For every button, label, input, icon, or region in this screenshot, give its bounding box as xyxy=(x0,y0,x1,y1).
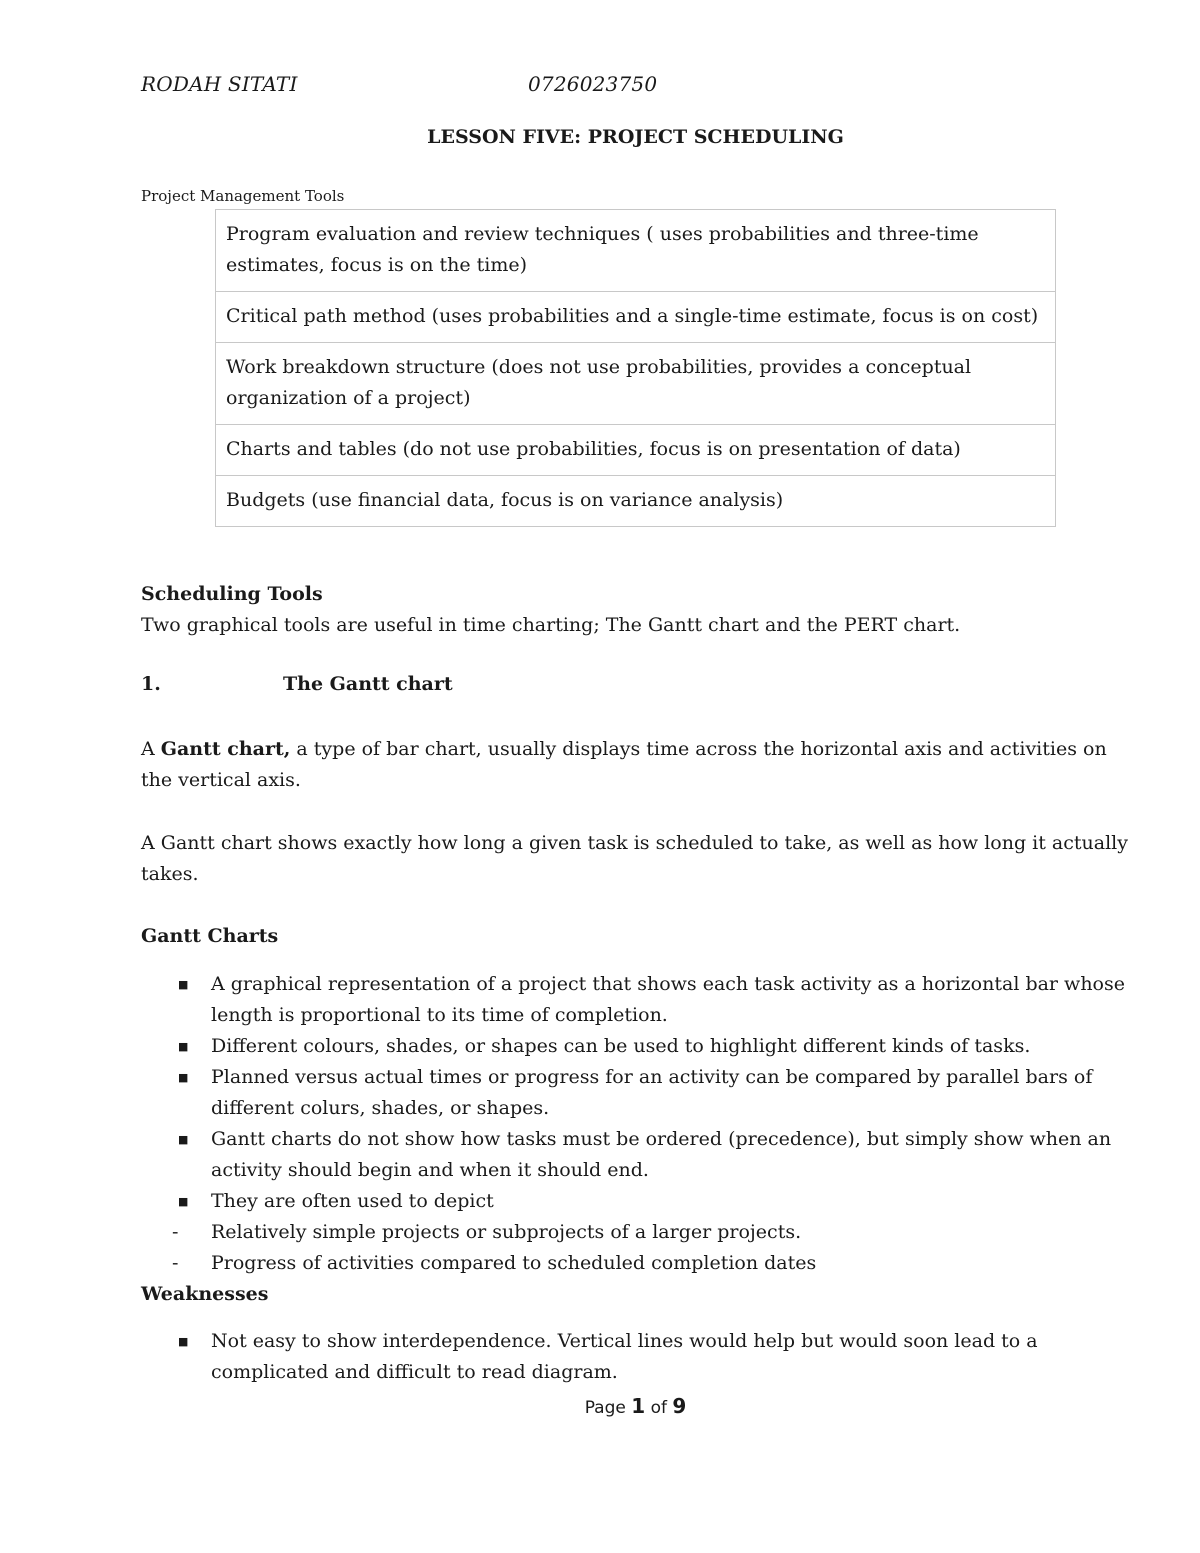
list-item-text: They are often used to depict xyxy=(211,1190,494,1212)
list-item-text: A graphical representation of a project that shows each task activity as a horizontal bar whose length is proportional to its time of completion. xyxy=(211,973,1125,1026)
total-pages: 9 xyxy=(672,1394,687,1418)
square-bullet-icon: ■ xyxy=(178,1133,189,1146)
list-item xyxy=(175,1124,1135,1186)
gantt-charts-list xyxy=(172,969,1135,1279)
gantt-paragraph-1-rest: a type of bar chart, usually displays time across the horizontal axis and activities on the vertical axis. xyxy=(141,738,1107,791)
gantt-paragraph-1-term: Gantt chart, xyxy=(160,738,291,760)
list-item-text: Progress of activities compared to scheduled completion dates xyxy=(211,1252,817,1274)
list-item xyxy=(172,1248,1135,1279)
tools-table-row: Critical path method (uses probabilities and a single-time estimate, focus is on cost) xyxy=(216,291,1055,342)
scheduling-heading: Scheduling Tools xyxy=(141,583,323,605)
tools-caption: Project Management Tools xyxy=(141,187,345,205)
tools-table-row: Budgets (use financial data, focus is on variance analysis) xyxy=(216,475,1055,526)
page-footer xyxy=(0,1394,1200,1418)
dash-icon: - xyxy=(172,1221,179,1243)
dash-icon: - xyxy=(172,1252,179,1274)
weaknesses-list xyxy=(175,1326,1135,1388)
square-bullet-icon: ■ xyxy=(178,1335,189,1348)
square-bullet-icon: ■ xyxy=(178,1040,189,1053)
tools-table-row: Charts and tables (do not use probabilities, focus is on presentation of data) xyxy=(216,424,1055,475)
square-bullet-icon: ■ xyxy=(178,1195,189,1208)
page-title: LESSON FIVE: PROJECT SCHEDULING xyxy=(427,126,844,148)
scheduling-text: Two graphical tools are useful in time charting; The Gantt chart and the PERT chart. xyxy=(141,614,961,636)
list-item-text: Not easy to show interdependence. Vertical lines would help but would soon lead to a complicated and difficult to read diagram. xyxy=(211,1330,1038,1383)
list-item xyxy=(175,969,1135,1031)
header-phone: 0726023750 xyxy=(528,72,658,96)
list-item-text: Relatively simple projects or subprojects of a larger projects. xyxy=(211,1221,802,1243)
page-number: 1 xyxy=(631,1394,646,1418)
list-item xyxy=(175,1062,1135,1124)
gantt-paragraph-1-prefix: A xyxy=(141,738,161,760)
list-item-text: Gantt charts do not show how tasks must be ordered (precedence), but simply show when an activity should begin and when it should end. xyxy=(211,1128,1112,1181)
gantt-paragraph-2: A Gantt chart shows exactly how long a given task is scheduled to take, as well as how long it actually takes. xyxy=(141,832,1128,885)
header-author: RODAH SITATI xyxy=(141,72,298,96)
of-label: of xyxy=(650,1398,667,1418)
list-item xyxy=(175,1326,1135,1388)
list-item-text: Planned versus actual times or progress for an activity can be compared by parallel bars of different colurs, shades, or shapes. xyxy=(211,1066,1093,1119)
gantt-charts-heading: Gantt Charts xyxy=(141,925,279,947)
tools-table-row: Program evaluation and review techniques ( uses probabilities and three-time estimates, focus is on the time) xyxy=(226,223,979,276)
list-item xyxy=(175,1031,1135,1062)
section-heading: The Gantt chart xyxy=(283,673,453,695)
square-bullet-icon: ■ xyxy=(178,978,189,991)
list-item xyxy=(175,1186,1135,1217)
list-item xyxy=(172,1217,1135,1248)
weaknesses-heading: Weaknesses xyxy=(141,1283,269,1305)
square-bullet-icon: ■ xyxy=(178,1071,189,1084)
tools-table xyxy=(215,209,1056,527)
tools-table-row: Work breakdown structure (does not use probabilities, provides a conceptual organization of a project) xyxy=(216,342,1055,424)
section-number: 1. xyxy=(141,673,161,695)
gantt-paragraph-1 xyxy=(141,734,1141,796)
page-label: Page xyxy=(584,1398,626,1418)
list-item-text: Different colours, shades, or shapes can be used to highlight different kinds of tasks. xyxy=(211,1035,1031,1057)
